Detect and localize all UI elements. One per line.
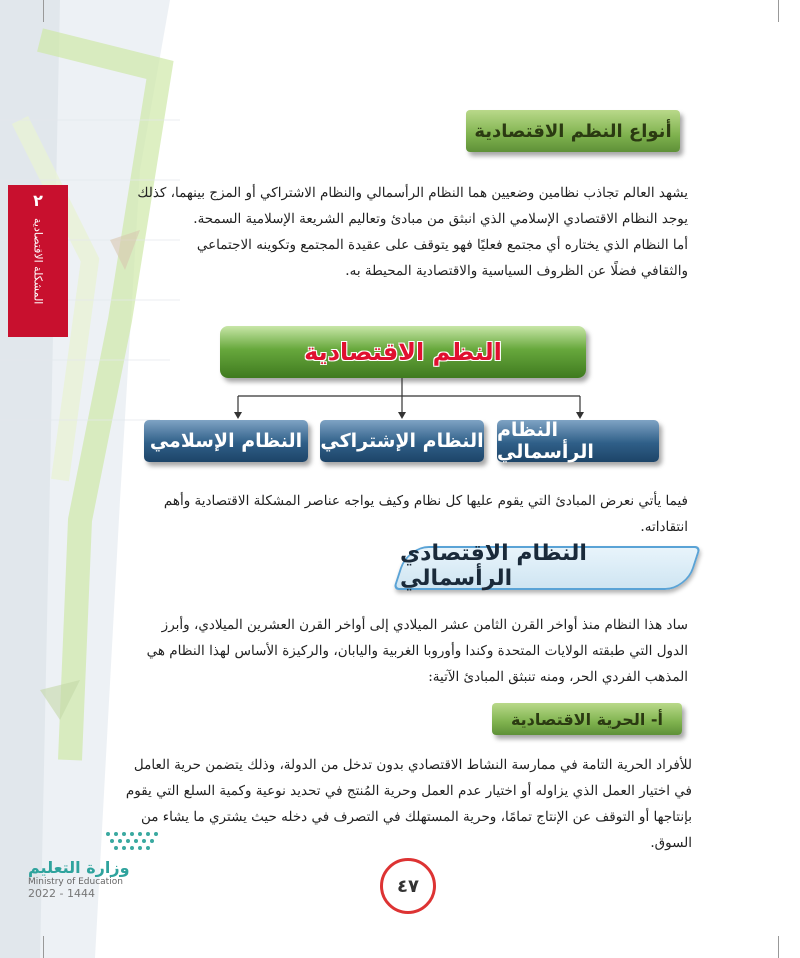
- diagram-box-islamic: [144, 420, 308, 462]
- paragraph: [112, 752, 692, 856]
- text-line: يشهد العالم تجاذب نظامين وضعيين هما النظام الرأسمالي والنظام الاشتراكي أو المزج بينهما، كذلك: [137, 185, 688, 201]
- text-line: فيما يأتي نعرض المبادئ التي يقوم عليها كل نظام وكيف يواجه عناصر المشكلة الاقتصادية وأهم: [163, 493, 688, 509]
- subsection-heading-economic-freedom: [492, 703, 682, 735]
- ministry-name-english: Ministry of Education: [28, 877, 123, 887]
- text-line: الدول التي طبقته الولايات المتحدة وكندا وأوروبا الغربية واليابان، والركيزة الأساس لهذا النظام هي: [146, 643, 688, 659]
- chapter-title: المشكلة الاقتصادية: [31, 218, 45, 305]
- diagram-root-label: النظم الاقتصادية: [304, 338, 502, 366]
- diagram-box-label: النظام الرأسمالي: [497, 419, 594, 463]
- subsection-heading-text: أ- الحرية الاقتصادية: [510, 709, 664, 729]
- chapter-number: ٢: [33, 191, 43, 210]
- text-line: بإنتاجها أو التوقف عن الإنتاج تمامًا، وحرية المستهلك في التصرف في دخله حيث يشتري ما يشاء من: [141, 809, 692, 825]
- text-line: أما النظام الذي يختاره أي مجتمع فعليًا فهو يتوقف على عقيدة المجتمع وتكوينه الاجتماعي: [196, 237, 688, 253]
- diagram-box-label: النظام الإسلامي: [149, 430, 303, 452]
- text-line: والثقافي فضلًا عن الظروف السياسية والاقتصادية المحيطة به.: [345, 263, 688, 279]
- ministry-logo-dots: [100, 828, 170, 856]
- text-line: انتقاداته.: [640, 519, 688, 535]
- edition-year: 2022 - 1444: [28, 887, 95, 900]
- paragraph: [118, 612, 688, 690]
- section-banner-text: النظام الاقتصادي الرأسمالي: [400, 541, 587, 591]
- diagram-box-socialist: [320, 420, 484, 462]
- text-line: يوجد النظام الاقتصادي الإسلامي الذي انبثق من مبادئ وتعاليم الشريعة الإسلامية السمحة.: [193, 211, 688, 227]
- page-number: ٤٧: [397, 875, 419, 897]
- text-line: في اختيار العمل الذي يزاوله أو اختيار عدم العمل وحرية المُنتج في تحديد نوعية وكمية السلع التي يقوم: [125, 783, 692, 799]
- paragraph: [118, 488, 688, 540]
- diagram-box-capitalist: [497, 420, 659, 462]
- text-line: ساد هذا النظام منذ أواخر القرن الثامن عشر الميلادي إلى أواخر القرن العشرين الميلادي، وأبرز: [161, 617, 688, 633]
- text-line: المذهب الفردي الحر، ومنه تنبثق المبادئ الآتية:: [428, 669, 688, 685]
- ministry-logo: [28, 858, 148, 900]
- page-number-badge: [380, 858, 436, 914]
- section-heading-text: أنواع النظم الاقتصادية: [474, 120, 672, 142]
- ministry-name-arabic: وزارة التعليم: [28, 858, 130, 877]
- text-line: للأفراد الحرية التامة في ممارسة النشاط الاقتصادي بدون تدخل من الدولة، وذلك يتضمن حرية العامل: [133, 757, 692, 773]
- diagram-box-label: النظام الإشتراكي: [320, 430, 484, 452]
- text-line: السوق.: [650, 835, 692, 851]
